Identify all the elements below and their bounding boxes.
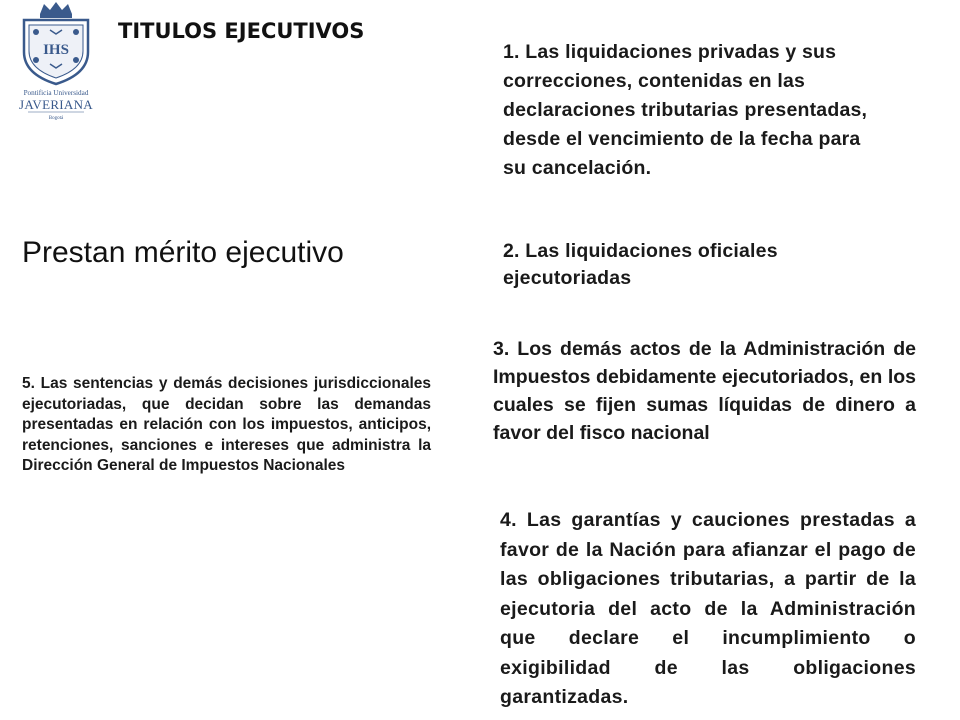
item-4-text: 4. Las garantías y cauciones prestadas a favor de la Nación para afianzar el pago de las obligaciones tributarias, a partir de la ejecutoria del acto de la Administración que declare el incumplimiento o exigibilidad de las obligaciones garantizadas. [500, 509, 916, 708]
svg-text:Bogotá: Bogotá [48, 116, 64, 121]
item-3-text: 3. Los demás actos de la Administración de Impuestos debidamente ejecutoriados, en los cuales se fijen sumas líquidas de dinero a favor del fisco nacional [493, 338, 916, 444]
svg-text:Pontificia Universidad: Pontificia Universidad [23, 89, 89, 97]
item-1-text: 1. Las liquidaciones privadas y sus correcciones, contenidas en las declaraciones tributarias presentadas, desde el vencimiento de la fecha para su cancelación. [503, 41, 868, 179]
university-logo [10, 0, 102, 124]
svg-text:JAVERIANA: JAVERIANA [19, 97, 93, 112]
item-5-text: 5. Las sentencias y demás decisiones jurisdiccionales ejecutoriadas, que decidan sobre las demandas presentadas en relación con los impuestos, anticipos, retenciones, sanciones e intereses que administra la Dirección General de Impuestos Nacionales [22, 375, 431, 474]
lead-text: Prestan mérito ejecutivo [22, 236, 344, 269]
slide-title: TITULOS EJECUTIVOS [118, 19, 365, 43]
svg-text:IHS: IHS [43, 42, 69, 58]
item-2-text: 2. Las liquidaciones oficiales ejecutoriadas [503, 240, 778, 289]
javeriana-seal-icon [10, 0, 102, 124]
